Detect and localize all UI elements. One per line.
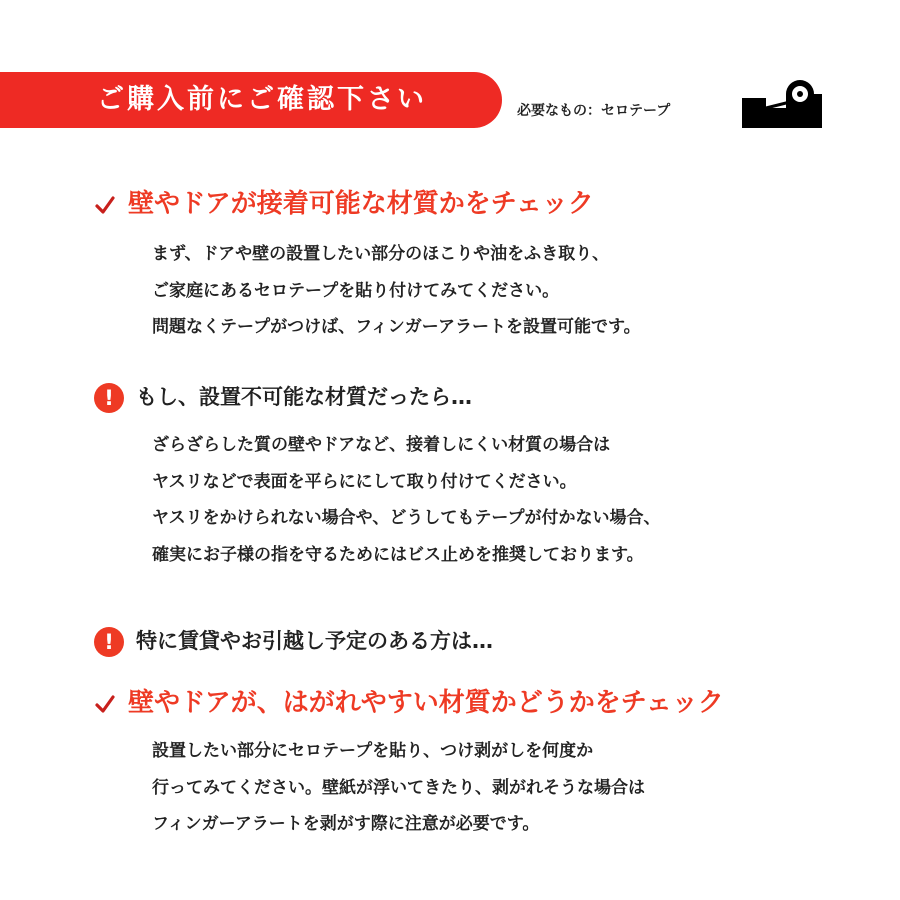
banner-title: ご購入前にご確認下さい (97, 84, 427, 115)
section-2-title: もし、設置不可能な材質だったら… (136, 385, 472, 409)
section-1-line-1: まず、ドアや壁の設置したい部分のほこりや油をふき取り、 (152, 244, 610, 264)
section-3-title: 特に賃貸やお引越し予定のある方は… (136, 629, 493, 653)
needed-items-label: 必要なもの：セロテープ (517, 103, 671, 119)
section-1-body (152, 236, 641, 346)
section-4-heading (94, 683, 724, 723)
section-1-line-2: ご家庭にあるセロテープを貼り付けてみてください。 (152, 280, 560, 301)
tape-dispenser-icon (740, 68, 826, 130)
section-1-title: 壁やドアが接着可能な材質かをチェック (128, 189, 594, 219)
check-icon (94, 693, 116, 715)
section-1-line-3: 問題なくテープがつけば、フィンガーアラートを設置可能です。 (152, 317, 641, 337)
section-2-line-3: ヤスリをかけられない場合や、どうしてもテープが付かない場合、 (152, 508, 661, 528)
section-4-title: 壁やドアが、はがれやすい材質かどうかをチェック (128, 688, 724, 718)
exclamation-icon: ! (94, 627, 124, 657)
section-1-heading (94, 184, 594, 224)
section-2-line-1: ざらざらした質の壁やドアなど、接着しにくい材質の場合は (152, 435, 611, 455)
section-2-line-2: ヤスリなどで表面を平らににして取り付けてください。 (152, 471, 577, 492)
section-2-body (152, 427, 660, 573)
section-2-heading (94, 380, 472, 414)
exclamation-icon: ! (94, 383, 124, 413)
section-4-line-1: 設置したい部分にセロテープを貼り、つけ剥がしを何度か (152, 741, 594, 761)
section-4-line-3: フィンガーアラートを剥がす際に注意が必要です。 (152, 814, 540, 834)
check-icon (94, 194, 116, 216)
section-4-body (152, 733, 645, 843)
section-4-line-2: 行ってみてください。壁紙が浮いてきたり、剥がれそうな場合は (152, 777, 645, 798)
section-2-line-4: 確実にお子様の指を守るためにはビス止めを推奨しております。 (152, 544, 644, 565)
section-3-heading (94, 624, 493, 658)
